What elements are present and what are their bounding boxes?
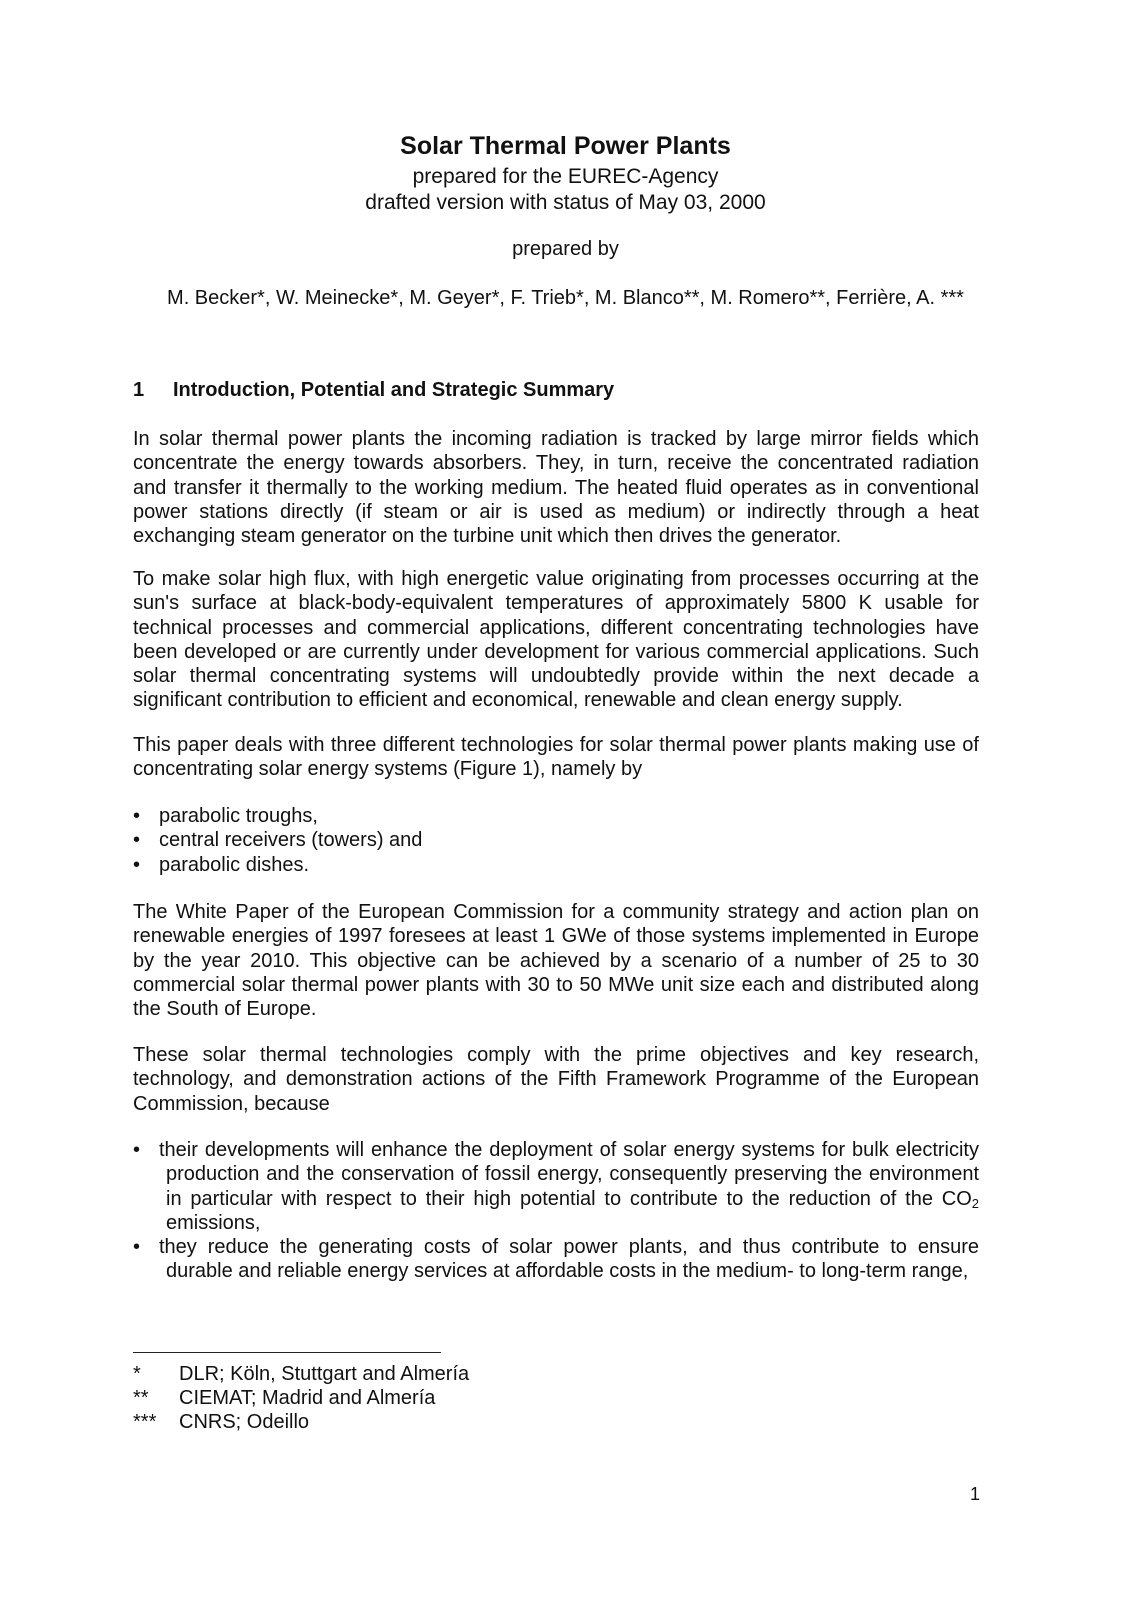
author-list: M. Becker*, W. Meinecke*, M. Geyer*, F. Trieb*, M. Blanco**, M. Romero**, Ferrière, A. *** xyxy=(167,287,964,309)
list-item: • their developments will enhance the deployment of solar energy systems for bulk electricity production and the conservation of fossil energy, consequently preserving the environment in particular with respect to their high potential to contribute to the reduction of the $CO_2$ emissions, xyxy=(133,1139,979,1234)
footnote xyxy=(133,1387,435,1410)
paragraph-5: These solar thermal technologies comply with the prime objectives and key research, technology, and demonstration actions of the Fifth Framework Programme of the European Commission, because xyxy=(133,1044,979,1115)
list-item: • central receivers (towers) and xyxy=(133,829,423,852)
footnote-text: DLR; Köln, Stuttgart and Almería xyxy=(179,1363,470,1385)
footnote-mark: ** xyxy=(133,1387,149,1409)
bullet-icon: • xyxy=(133,1236,141,1259)
paragraph-1: In solar thermal power plants the incoming radiation is tracked by large mirror fields which concentrate the energy towards absorbers. They, in turn, receive the concentrated radiation and transfer it thermally to the working medium. The heated fluid operates as in conventional power stations directly (if steam or air is used as medium) or indirectly through a heat exchanging steam generator on the turbine unit which then drives the generator. xyxy=(133,428,979,548)
reasons-list xyxy=(133,1138,979,1284)
footnote-text: CNRS; Odeillo xyxy=(179,1411,310,1433)
technology-list xyxy=(133,804,979,877)
prepared-by-label: prepared by xyxy=(512,238,619,260)
list-item: • they reduce the generating costs of solar power plants, and thus contribute to ensure durable and reliable energy services at affordable costs in the medium- to long-term range, xyxy=(133,1236,979,1283)
footnote xyxy=(133,1363,469,1386)
paragraph-4: The White Paper of the European Commission for a community strategy and action plan on renewable energies of 1997 foresees at least 1 GWe of those systems implemented in Europe by the year 2010. This objective can be achieved by a scenario of a number of 25 to 30 commercial solar thermal power plants with 30 to 50 MWe unit size each and distributed along the South of Europe. xyxy=(133,901,979,1021)
document-subtitle-agency: prepared for the EUREC-Agency xyxy=(412,165,719,188)
footnote-mark: * xyxy=(133,1363,141,1385)
paragraph-3: This paper deals with three different technologies for solar thermal power plants making use of concentrating solar energy systems (Figure 1), namely by xyxy=(133,734,979,781)
document-title: Solar Thermal Power Plants xyxy=(400,132,731,160)
section-title: Introduction, Potential and Strategic Summary xyxy=(173,379,615,401)
bullet-icon: • xyxy=(133,805,141,827)
footnote-divider xyxy=(133,1352,441,1353)
document-subtitle-status: drafted version with status of May 03, 2000 xyxy=(365,191,766,214)
list-item: • parabolic troughs, xyxy=(133,805,318,827)
bullet-icon: • xyxy=(133,829,141,852)
bullet-icon: • xyxy=(133,1139,141,1161)
list-item: • parabolic dishes. xyxy=(133,853,310,876)
bullet-icon: • xyxy=(133,853,141,876)
page-number: 1 xyxy=(969,1484,980,1504)
footnote xyxy=(133,1411,309,1434)
footnote-text: CIEMAT; Madrid and Almería xyxy=(179,1387,436,1409)
paragraph-2: To make solar high flux, with high energetic value originating from processes occurring at the sun's surface at black-body-equivalent temperatures of approximately 5800 K usable for technical processes and commercial applications, different concentrating technologies have been developed or are currently under development for various commercial applications. Such solar thermal concentrating systems will undoubtedly provide within the next decade a significant contribution to efficient and economical, renewable and clean energy supply. xyxy=(133,568,979,712)
footnote-mark: *** xyxy=(133,1411,157,1433)
section-number: 1 xyxy=(133,379,145,401)
section-heading xyxy=(133,379,614,402)
subscript: 2 xyxy=(971,1195,979,1211)
